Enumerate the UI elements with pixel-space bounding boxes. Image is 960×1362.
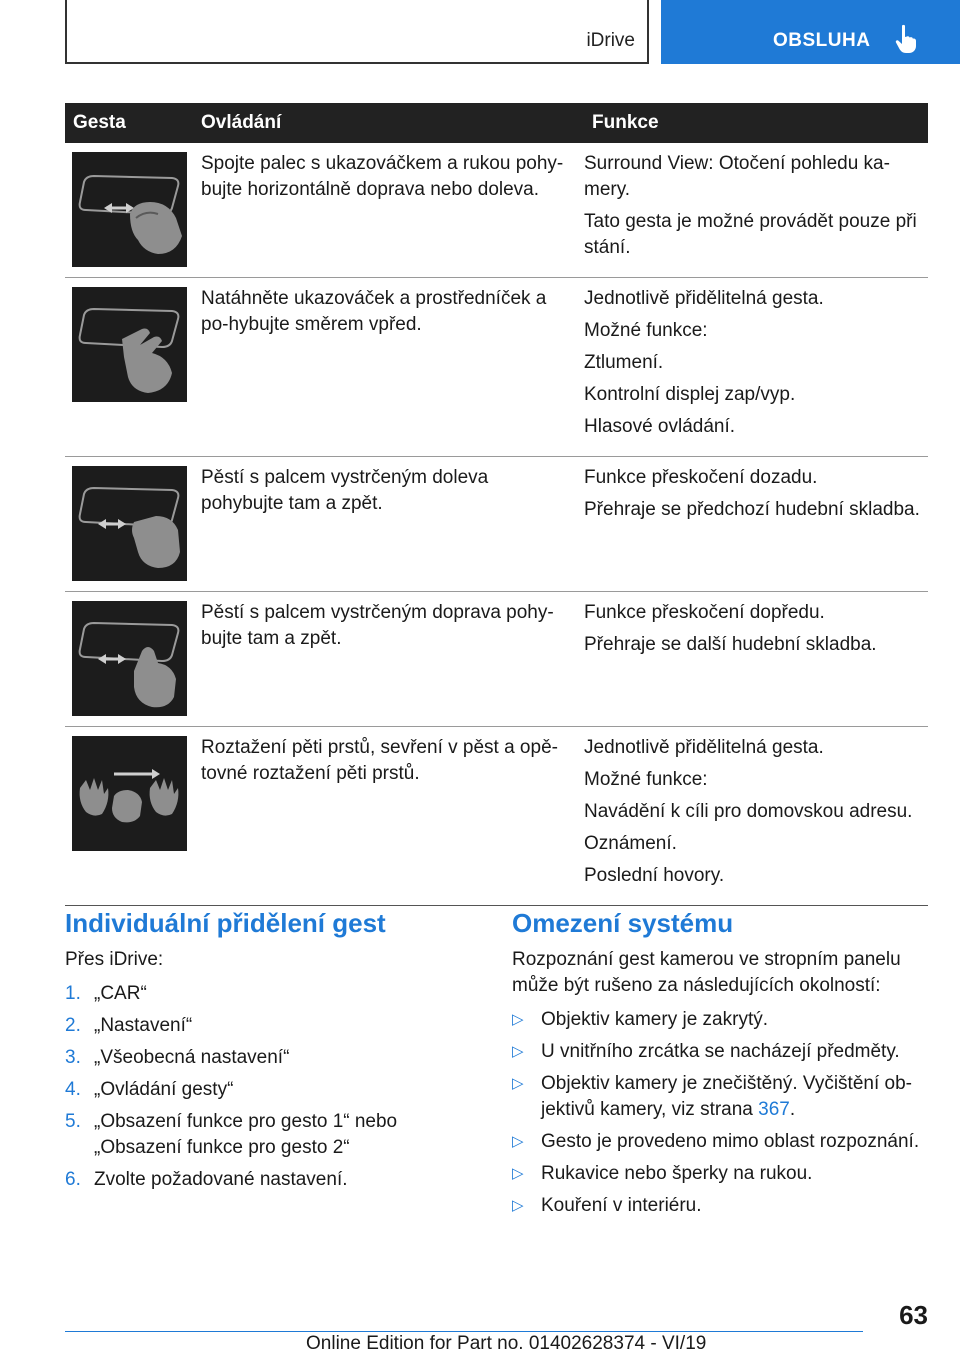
section-intro: Přes iDrive: — [65, 949, 164, 970]
table-row — [65, 592, 928, 727]
function-description — [584, 143, 928, 278]
function-description — [584, 457, 928, 592]
gesture-image-cell — [65, 278, 193, 457]
bullet-text: Objektiv kamery je znečištěný. Vyčištění ob-jektivů kamery, viz strana — [541, 1073, 912, 1120]
individual-gesture-assignment-section — [65, 908, 465, 1199]
section-title: Omezení systému — [512, 908, 734, 938]
column-header-control: Ovládání — [193, 103, 584, 143]
step-text: „CAR“ — [94, 983, 147, 1004]
function-text: Možné funkce: — [584, 320, 708, 341]
step-text: „Všeobecná nastavení“ — [94, 1047, 290, 1068]
gesture-image-cell — [65, 457, 193, 592]
bullet-text: Gesto je provedeno mimo oblast rozpoznání. — [541, 1131, 920, 1152]
function-text: Ztlumení. — [584, 352, 664, 373]
list-item — [65, 1045, 465, 1071]
step-number: 2. — [65, 1015, 81, 1036]
gesture-fist-thumb-right-icon — [72, 601, 187, 716]
gesture-image-cell — [65, 592, 193, 727]
function-text: Funkce přeskočení dopředu. — [584, 602, 825, 623]
function-text: Jednotlivě přidělitelná gesta. — [584, 288, 824, 309]
steps-list — [65, 981, 465, 1193]
gesture-open-fist-open-icon — [72, 736, 187, 851]
function-description — [584, 278, 928, 457]
list-item — [512, 1193, 932, 1219]
function-text: Přehraje se předchozí hudební skladba. — [584, 499, 920, 520]
bullet-text: U vnitřního zrcátka se nacházejí předměty. — [541, 1041, 900, 1062]
footer-divider — [65, 1331, 863, 1332]
gesture-thumb-index-swipe-icon — [72, 152, 187, 267]
triangle-bullet-icon: ▷ — [512, 1197, 524, 1214]
function-text: Funkce přeskočení dozadu. — [584, 467, 818, 488]
table-row — [65, 143, 928, 278]
triangle-bullet-icon: ▷ — [512, 1075, 524, 1092]
function-text: Tato gesta je možné provádět pouze při stání. — [584, 211, 917, 258]
function-description — [584, 592, 928, 727]
list-item — [512, 1129, 932, 1155]
list-item — [512, 1161, 932, 1187]
control-description: Pěstí s palcem vystrčeným doleva pohybujte tam a zpět. — [193, 457, 584, 592]
control-description: Roztažení pěti prstů, sevření v pěst a opě-tovné roztažení pěti prstů. — [193, 727, 584, 906]
list-item — [65, 1077, 465, 1103]
pointing-hand-icon — [893, 24, 919, 54]
list-item — [65, 1167, 465, 1193]
list-item — [65, 981, 465, 1007]
section-intro: Rozpoznání gest kamerou ve stropním panelu může být rušeno za následujících okolností: — [512, 949, 901, 996]
function-text: Jednotlivě přidělitelná gesta. — [584, 737, 824, 758]
list-item — [512, 1039, 932, 1065]
function-text: Navádění k cíli pro domovskou adresu. — [584, 801, 913, 822]
column-header-function: Funkce — [584, 103, 928, 143]
gesture-image-cell — [65, 143, 193, 278]
gesture-two-finger-forward-icon — [72, 287, 187, 402]
list-item — [512, 1007, 932, 1033]
bullet-text: Kouření v interiéru. — [541, 1195, 702, 1216]
step-text: „Ovládání gesty“ — [94, 1079, 234, 1100]
footer-edition-text: Online Edition for Part no. 01402628374 - VI/19 — [306, 1333, 707, 1354]
header-section-box — [65, 0, 649, 64]
header-chapter-label: OBSLUHA — [773, 30, 871, 51]
function-text: Kontrolní displej zap/vyp. — [584, 384, 796, 405]
gesture-fist-thumb-left-icon — [72, 466, 187, 581]
control-description: Spojte palec s ukazováčkem a rukou pohy-bujte horizontálně doprava nebo doleva. — [193, 143, 584, 278]
gesture-image-cell — [65, 727, 193, 906]
step-number: 3. — [65, 1047, 81, 1068]
limits-list — [512, 1007, 932, 1219]
function-text: Surround View: Otočení pohledu ka-mery. — [584, 153, 890, 200]
step-text: „Nastavení“ — [94, 1015, 193, 1036]
header-chapter-tab — [661, 0, 960, 64]
triangle-bullet-icon: ▷ — [512, 1133, 524, 1150]
table-row — [65, 278, 928, 457]
function-description — [584, 727, 928, 906]
gesture-table — [65, 103, 928, 906]
table-row — [65, 457, 928, 592]
step-number: 5. — [65, 1111, 81, 1132]
function-text: Možné funkce: — [584, 769, 708, 790]
function-text: Hlasové ovládání. — [584, 416, 736, 437]
column-header-gestures: Gesta — [65, 103, 193, 143]
system-limits-section — [512, 908, 932, 1225]
list-item — [512, 1071, 932, 1123]
triangle-bullet-icon: ▷ — [512, 1165, 524, 1182]
step-number: 1. — [65, 983, 81, 1004]
list-item — [65, 1013, 465, 1039]
step-number: 6. — [65, 1169, 81, 1190]
control-description: Pěstí s palcem vystrčeným doprava pohy-bujte tam a zpět. — [193, 592, 584, 727]
step-number: 4. — [65, 1079, 81, 1100]
triangle-bullet-icon: ▷ — [512, 1043, 524, 1060]
step-text: Zvolte požadované nastavení. — [94, 1169, 348, 1190]
step-text: „Obsazení funkce pro gesto 1“ nebo „Obsazení funkce pro gesto 2“ — [94, 1111, 398, 1158]
table-row — [65, 727, 928, 906]
control-description: Natáhněte ukazováček a prostředníček a po-hybujte směrem vpřed. — [193, 278, 584, 457]
function-text: Přehraje se další hudební skladba. — [584, 634, 877, 655]
table-header-row — [65, 103, 928, 143]
function-text: Poslední hovory. — [584, 865, 725, 886]
section-title: Individuální přidělení gest — [65, 908, 386, 938]
list-item — [65, 1109, 465, 1161]
function-text: Oznámení. — [584, 833, 677, 854]
bullet-text-suffix: . — [789, 1099, 796, 1120]
bullet-text: Objektiv kamery je zakrytý. — [541, 1009, 768, 1030]
bullet-text: Rukavice nebo šperky na rukou. — [541, 1163, 813, 1184]
page-reference-link[interactable]: 367 — [758, 1099, 790, 1120]
header-section-label: iDrive — [586, 30, 635, 51]
triangle-bullet-icon: ▷ — [512, 1011, 524, 1028]
page-number: 63 — [899, 1300, 928, 1330]
